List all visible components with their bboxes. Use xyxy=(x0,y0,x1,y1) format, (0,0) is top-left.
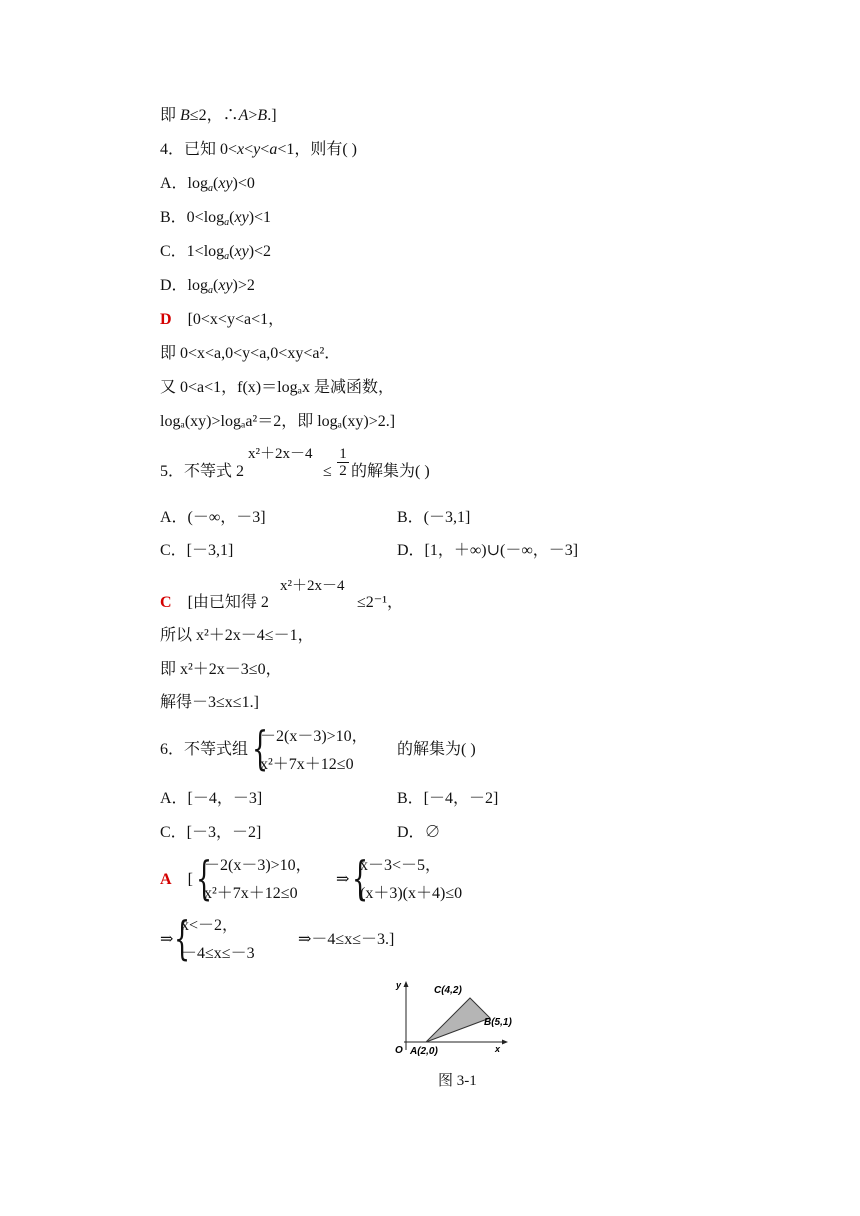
q4-solution-line4: logₐ(xy)>logₐa²＝2，即 logₐ(xy)>2.] xyxy=(160,413,396,430)
q5-option-c: C．[－3,1] xyxy=(160,542,234,559)
q6-solution-arrow2: ⇒ xyxy=(160,931,174,948)
q6-option-a: A．[－4，－3] xyxy=(160,790,263,807)
origin-label: O xyxy=(395,1045,403,1056)
q5-option-b: B．(－3,1] xyxy=(397,509,471,526)
q6-solution-result: ⇒－4≤x≤－3.] xyxy=(298,931,395,948)
q4-solution-line1: D [0<x<y<a<1， xyxy=(160,311,285,328)
x-axis-label: x xyxy=(495,1044,501,1054)
q6-solution-a2: x²＋7x＋12≤0 xyxy=(204,885,298,902)
q6-solution-b1: x－3<－5， xyxy=(360,857,442,874)
triangle-abc xyxy=(426,998,490,1042)
q6-solution-a1: －2(x－3)>10， xyxy=(204,857,312,874)
q6-solution-c2: －4≤x≤－3 xyxy=(181,945,255,962)
q5-solution-line1-post: ≤2⁻¹， xyxy=(357,594,404,611)
q6-system-line2: x²＋7x＋12≤0 xyxy=(260,756,354,773)
point-b-label: B(5,1) xyxy=(484,1017,512,1028)
q5-fraction: $\frac{1}{2}$ xyxy=(337,446,349,479)
point-a-label: A(2,0) xyxy=(410,1046,438,1057)
q5-solution-line2: 所以 x²＋2x－4≤－1， xyxy=(160,627,314,644)
q5-option-d: D．[1，＋∞)∪(－∞，－3] xyxy=(397,542,579,559)
figure-3-1 xyxy=(390,978,520,1060)
q6-solution-brace1: { xyxy=(196,851,213,905)
prev-solution-tail: 即 B≤2，∴A>B.] xyxy=(160,107,277,124)
q5-solution-exponent: x²＋2x－4 xyxy=(280,578,345,594)
q5-option-a: A．(－∞，－3] xyxy=(160,509,266,526)
q5-solution-line4: 解得－3≤x≤1.] xyxy=(160,694,259,711)
figure-caption: 图 3-1 xyxy=(438,1073,477,1089)
q5-solution-line3: 即 x²＋2x－3≤0， xyxy=(160,661,282,678)
q5-le: ≤ xyxy=(323,463,332,480)
q4-option-d: D．$\log_a(xy)>2$ xyxy=(160,277,255,296)
x-axis-arrow xyxy=(502,1040,508,1045)
q4-option-b: B．$0<\log_a(xy)<1$ xyxy=(160,209,272,228)
q6-solution-arrow1: ⇒ xyxy=(336,871,350,888)
q6-solution-brace3: { xyxy=(174,911,191,965)
q5-solution-line1: C [由已知得 2 xyxy=(160,594,269,611)
q4-option-a: A．$\log_a(xy)<0$ xyxy=(160,175,255,194)
q5-answer: C xyxy=(160,594,172,611)
q6-solution-c1: x<－2， xyxy=(181,917,239,934)
q6-solution-brace2: { xyxy=(352,851,369,905)
q6-brace: { xyxy=(252,721,269,775)
q6-answer: A xyxy=(160,871,172,888)
q6-solution-b2: (x＋3)(x＋4)≤0 xyxy=(360,885,463,902)
q5-stem-post: 的解集为( ) xyxy=(351,463,430,480)
q6-option-d: D．∅ xyxy=(397,824,441,841)
y-axis-arrow xyxy=(404,981,409,987)
q4-option-c: C．$1<\log_a(xy)<2$ xyxy=(160,243,272,262)
q4-answer: D xyxy=(160,311,172,328)
q6-stem-post: 的解集为( ) xyxy=(397,741,476,758)
q6-system-line1: －2(x－3)>10， xyxy=(260,728,368,745)
q6-option-b: B．[－4，－2] xyxy=(397,790,499,807)
q5-stem: 5．不等式 2 xyxy=(160,463,245,480)
q5-exponent: x²＋2x－4 xyxy=(248,446,313,462)
q6-option-c: C．[－3，－2] xyxy=(160,824,262,841)
q4-stem: 4．已知 0<x<y<a<1，则有( ) xyxy=(160,141,357,158)
q6-stem: 6．不等式组 xyxy=(160,741,249,758)
y-axis-label: y xyxy=(396,980,402,990)
q4-solution-line3: 又 0<a<1，f(x)＝logₐx 是减函数， xyxy=(160,379,394,396)
q6-solution-answer: A [ xyxy=(160,871,193,888)
point-c-label: C(4,2) xyxy=(434,985,462,996)
q4-solution-line2: 即 0<x<a,0<y<a,0<xy<a²． xyxy=(160,345,341,362)
